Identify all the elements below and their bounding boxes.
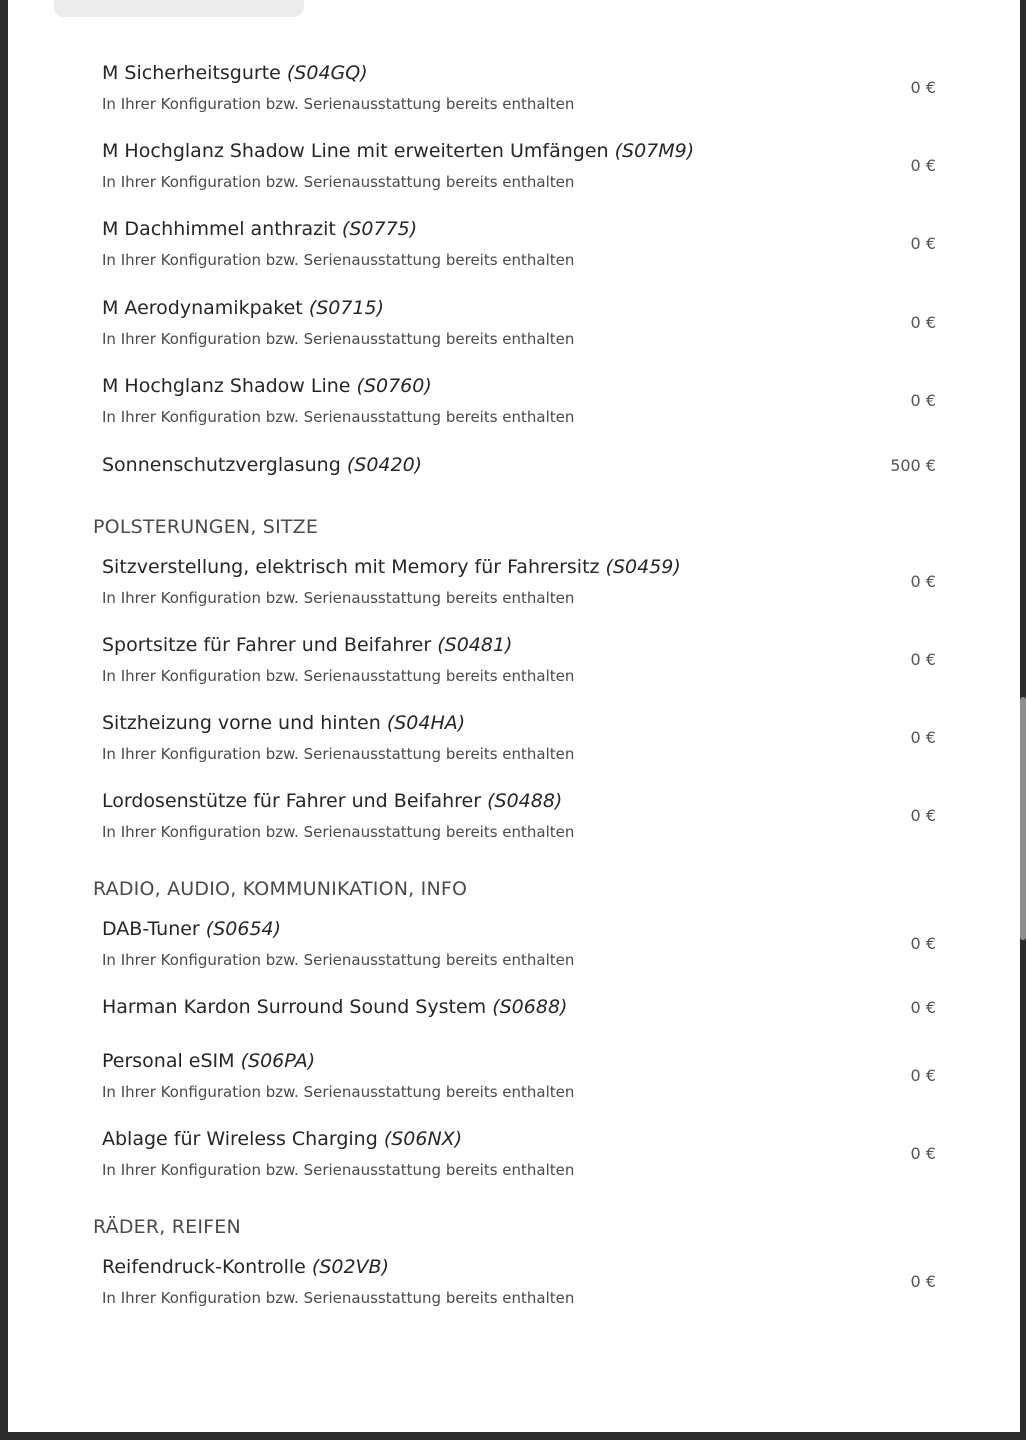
option-item bbox=[102, 452, 952, 482]
option-item bbox=[102, 60, 952, 120]
option-item bbox=[102, 994, 952, 1024]
option-price: 0 € bbox=[910, 806, 936, 825]
option-note: In Ihrer Konfiguration bzw. Serienausstattung bereits enthalten bbox=[102, 1289, 575, 1307]
option-price: 0 € bbox=[910, 391, 936, 410]
option-title: Reifendruck-Kontrolle (S02VB) bbox=[102, 1256, 390, 1278]
option-title: Sitzverstellung, elektrisch mit Memory für Fahrersitz (S0459) bbox=[102, 556, 681, 578]
option-note: In Ihrer Konfiguration bzw. Serienausstattung bereits enthalten bbox=[102, 173, 575, 191]
option-title: Personal eSIM (S06PA) bbox=[102, 1050, 316, 1072]
option-title: Ablage für Wireless Charging (S06NX) bbox=[102, 1128, 463, 1150]
option-note: In Ihrer Konfiguration bzw. Serienausstattung bereits enthalten bbox=[102, 1161, 575, 1179]
option-title: M Hochglanz Shadow Line mit erweiterten Umfängen (S07M9) bbox=[102, 140, 695, 162]
option-item bbox=[102, 710, 952, 770]
option-note: In Ihrer Konfiguration bzw. Serienausstattung bereits enthalten bbox=[102, 951, 575, 969]
option-price: 0 € bbox=[910, 1144, 936, 1163]
option-note: In Ihrer Konfiguration bzw. Serienausstattung bereits enthalten bbox=[102, 667, 575, 685]
option-title: Sportsitze für Fahrer und Beifahrer (S0481) bbox=[102, 634, 513, 656]
option-item bbox=[102, 632, 952, 692]
option-price: 0 € bbox=[910, 313, 936, 332]
option-item bbox=[102, 138, 952, 198]
option-price: 0 € bbox=[910, 1272, 936, 1291]
option-price: 0 € bbox=[910, 998, 936, 1017]
option-title: Sonnenschutzverglasung (S0420) bbox=[102, 454, 423, 476]
option-price: 500 € bbox=[890, 456, 936, 475]
option-note: In Ihrer Konfiguration bzw. Serienausstattung bereits enthalten bbox=[102, 589, 575, 607]
option-note: In Ihrer Konfiguration bzw. Serienausstattung bereits enthalten bbox=[102, 95, 575, 113]
option-note: In Ihrer Konfiguration bzw. Serienausstattung bereits enthalten bbox=[102, 1083, 575, 1101]
option-price: 0 € bbox=[910, 650, 936, 669]
option-item bbox=[102, 1126, 952, 1186]
option-price: 0 € bbox=[910, 934, 936, 953]
section-heading: RÄDER, REIFEN bbox=[93, 1216, 241, 1238]
option-price: 0 € bbox=[910, 78, 936, 97]
option-note: In Ihrer Konfiguration bzw. Serienausstattung bereits enthalten bbox=[102, 408, 575, 426]
option-item bbox=[102, 916, 952, 976]
option-item bbox=[102, 1254, 952, 1314]
option-price: 0 € bbox=[910, 572, 936, 591]
option-item bbox=[102, 295, 952, 355]
option-note: In Ihrer Konfiguration bzw. Serienausstattung bereits enthalten bbox=[102, 745, 575, 763]
option-title: Sitzheizung vorne und hinten (S04HA) bbox=[102, 712, 466, 734]
option-item bbox=[102, 1048, 952, 1108]
option-note: In Ihrer Konfiguration bzw. Serienausstattung bereits enthalten bbox=[102, 823, 575, 841]
option-item bbox=[102, 216, 952, 276]
option-note: In Ihrer Konfiguration bzw. Serienausstattung bereits enthalten bbox=[102, 330, 575, 348]
option-item bbox=[102, 554, 952, 614]
option-item bbox=[102, 373, 952, 433]
section-heading: RADIO, AUDIO, KOMMUNIKATION, INFO bbox=[93, 878, 468, 900]
option-item bbox=[102, 788, 952, 848]
top-tab[interactable] bbox=[54, 0, 304, 17]
option-title: M Hochglanz Shadow Line (S0760) bbox=[102, 375, 432, 397]
scrollbar-thumb[interactable] bbox=[1020, 697, 1026, 940]
option-title: Harman Kardon Surround Sound System (S0688) bbox=[102, 996, 568, 1018]
option-title: Lordosenstütze für Fahrer und Beifahrer (S0488) bbox=[102, 790, 563, 812]
option-price: 0 € bbox=[910, 156, 936, 175]
option-title: M Aerodynamikpaket (S0715) bbox=[102, 297, 385, 319]
option-note: In Ihrer Konfiguration bzw. Serienausstattung bereits enthalten bbox=[102, 251, 575, 269]
option-title: DAB-Tuner (S0654) bbox=[102, 918, 282, 940]
option-title: M Sicherheitsgurte (S04GQ) bbox=[102, 62, 368, 84]
option-title: M Dachhimmel anthrazit (S0775) bbox=[102, 218, 418, 240]
config-summary-page bbox=[8, 0, 1020, 1432]
option-price: 0 € bbox=[910, 234, 936, 253]
section-heading: POLSTERUNGEN, SITZE bbox=[93, 516, 319, 538]
option-price: 0 € bbox=[910, 1066, 936, 1085]
option-price: 0 € bbox=[910, 728, 936, 747]
